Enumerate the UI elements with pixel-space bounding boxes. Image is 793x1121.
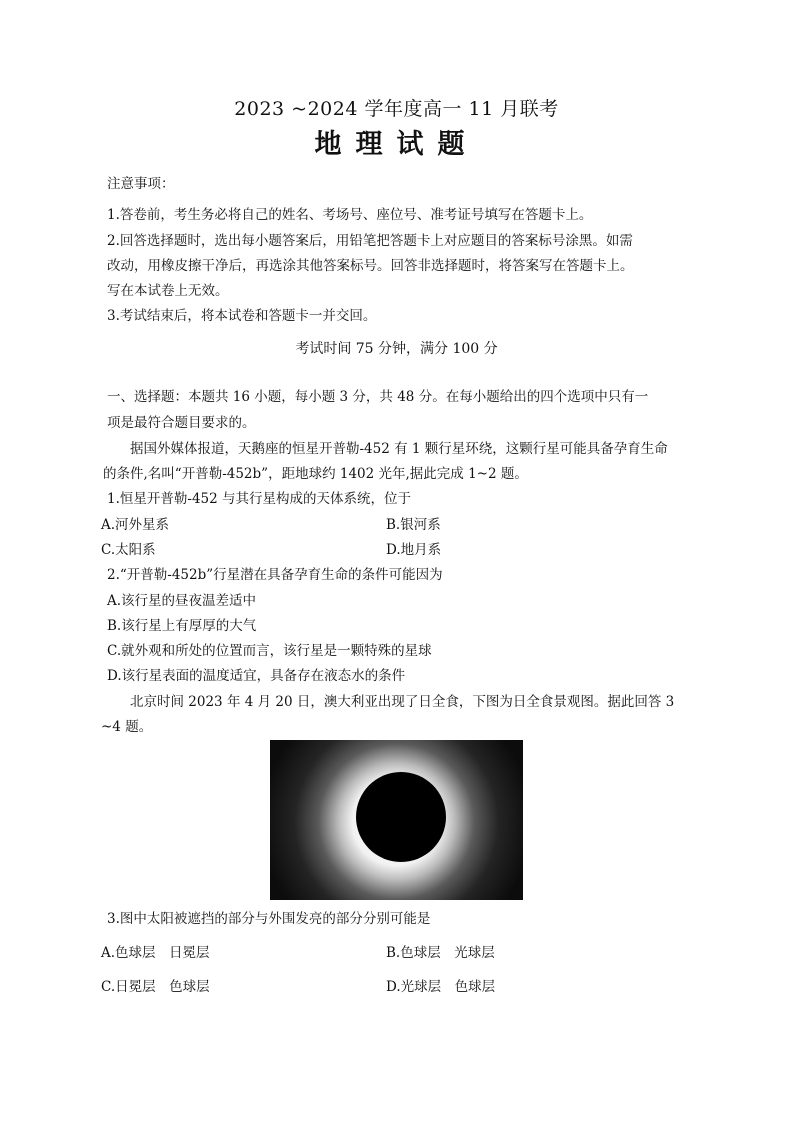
question-2-option-b: B.该行星上有厚厚的大气	[107, 618, 257, 634]
moon-disc	[356, 772, 446, 862]
question-2-option-c: C.就外观和所处的位置而言，该行星是一颗特殊的星球	[107, 643, 432, 659]
question-1-option-b: B.银河系	[386, 517, 441, 533]
question-3-option-b: B.色球层 光球层	[386, 945, 495, 961]
question-1-option-d: D.地月系	[386, 542, 442, 558]
question-2-option-a: A.该行星的昼夜温差适中	[107, 593, 257, 609]
question-3-option-c: C.日冕层 色球层	[101, 979, 210, 995]
question-2-option-d: D.该行星表面的温度适宜，具备存在液态水的条件	[107, 668, 406, 684]
question-3-stem: 3.图中太阳被遮挡的部分与外围发亮的部分分别可能是	[107, 911, 431, 927]
passage-2-line-1: 北京时间 2023 年 4 月 20 日，澳大利亚出现了日全食，下图为日全食景观图。据此回答 3	[130, 694, 675, 710]
question-3-option-d: D.光球层 色球层	[386, 979, 496, 995]
question-1-option-a: A.河外星系	[101, 517, 170, 533]
subject-title: 地理试题	[314, 129, 479, 160]
notice-item-1: 1.答卷前，考生务必将自己的姓名、考场号、座位号、准考证号填写在答题卡上。	[107, 207, 593, 223]
exam-info: 考试时间 75 分钟，满分 100 分	[295, 341, 498, 357]
notice-item-2-line-3: 写在本试卷上无效。	[107, 283, 229, 299]
exam-title: 2023 ~2024 学年度高一 11 月联考	[234, 98, 559, 120]
question-1-option-c: C.太阳系	[101, 542, 156, 558]
question-2-stem: 2.“开普勒-452b”行星潜在具备孕育生命的条件可能因为	[107, 567, 443, 583]
passage-1-line-2: 的条件,名叫“开普勒-452b”，距地球约 1402 光年,据此完成 1~2 题。	[103, 466, 528, 482]
notice-item-3: 3.考试结束后，将本试卷和答题卡一并交回。	[107, 308, 377, 324]
section-heading-line-1: 一、选择题：本题共 16 小题，每小题 3 分，共 48 分。在每小题给出的四个选项中只有一	[107, 389, 649, 405]
section-heading-line-2: 项是最符合题目要求的。	[107, 415, 256, 431]
passage-1-line-1: 据国外媒体报道，天鹅座的恒星开普勒-452 有 1 颗行星环绕，这颗行星可能具备孕育生命	[130, 441, 668, 457]
solar-eclipse-photo	[270, 740, 523, 900]
passage-2-line-2: ~4 题。	[101, 719, 153, 735]
notice-item-2-line-2: 改动，用橡皮擦干净后，再选涂其他答案标号。回答非选择题时，将答案写在答题卡上。	[107, 258, 634, 274]
notice-item-2-line-1: 2.回答选择题时，选出每小题答案后，用铅笔把答题卡上对应题目的答案标号涂黑。如需	[107, 233, 633, 249]
question-1-stem: 1.恒星开普勒-452 与其行星构成的天体系统，位于	[107, 491, 411, 507]
question-3-option-a: A.色球层 日冕层	[101, 945, 210, 961]
notice-heading: 注意事项：	[107, 176, 175, 192]
